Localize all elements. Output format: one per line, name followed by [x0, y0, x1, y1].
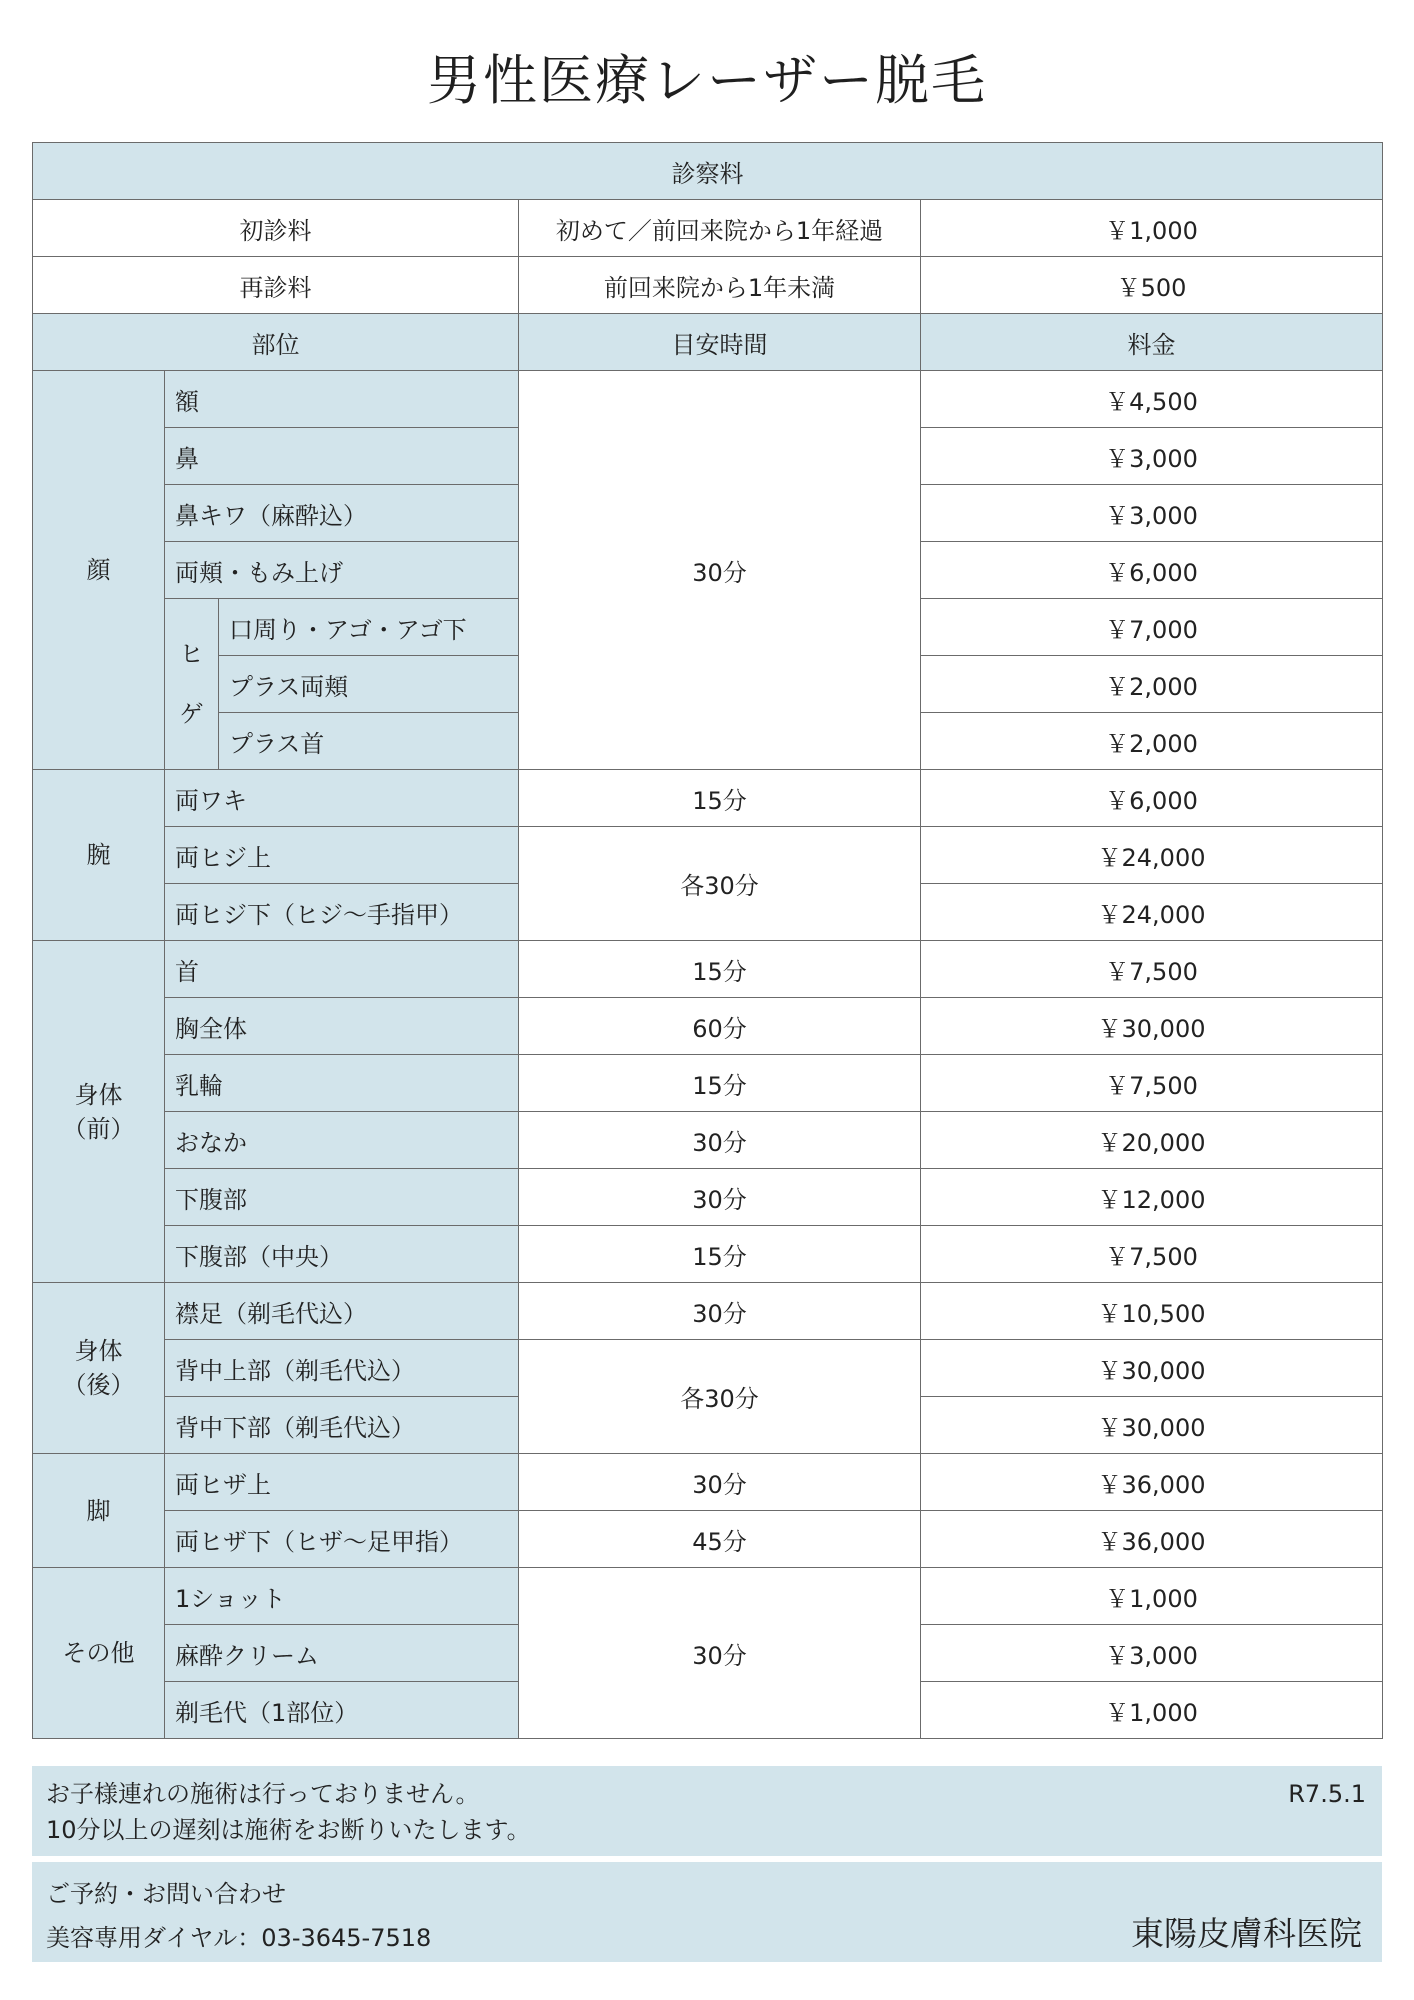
contact-box — [32, 1862, 1382, 1962]
part-name: 背中下部（剃毛代込） — [165, 1397, 519, 1454]
category-body-back-line2: （後） — [62, 1371, 135, 1399]
column-header-part: 部位 — [33, 314, 519, 371]
part-price: ￥24,000 — [921, 827, 1383, 884]
part-name: 首 — [165, 941, 519, 998]
part-name: 両ヒザ上 — [165, 1454, 519, 1511]
category-body-back-line1: 身体 — [74, 1337, 123, 1365]
part-price: ￥1,000 — [921, 1568, 1383, 1625]
part-name: 両頬・もみ上げ — [165, 542, 519, 599]
page-title: 男性医療レーザー脱毛 — [427, 49, 987, 112]
category-body-front-line1: 身体 — [74, 1080, 123, 1109]
category-body-front — [33, 941, 165, 1283]
part-price: ￥24,000 — [921, 884, 1383, 941]
part-price: ￥10,500 — [921, 1283, 1383, 1340]
part-price: ￥3,000 — [921, 428, 1383, 485]
price-table — [32, 142, 1383, 1739]
beard-label-top: ヒ — [179, 640, 204, 668]
first-visit-label: 初診料 — [33, 200, 519, 257]
contact-heading: ご予約・お問い合わせ — [46, 1880, 286, 1908]
category-body-back — [33, 1283, 165, 1454]
part-time: 各30分 — [519, 1340, 921, 1454]
part-name: 両ヒザ下（ヒザ～足甲指） — [165, 1511, 519, 1568]
repeat-visit-label: 再診料 — [33, 257, 519, 314]
face-time: 30分 — [519, 371, 921, 770]
table-row — [33, 200, 1383, 257]
part-price: ￥7,500 — [921, 941, 1383, 998]
table-row — [33, 1454, 1383, 1511]
part-name: プラス首 — [219, 713, 519, 770]
part-name: 麻酔クリーム — [165, 1625, 519, 1682]
part-name: 下腹部 — [165, 1169, 519, 1226]
repeat-visit-price: ￥500 — [921, 257, 1383, 314]
part-time: 30分 — [519, 1169, 921, 1226]
repeat-visit-condition: 前回来院から1年未満 — [519, 257, 921, 314]
part-time: 15分 — [519, 1226, 921, 1283]
part-name: 下腹部（中央） — [165, 1226, 519, 1283]
part-price: ￥2,000 — [921, 713, 1383, 770]
beard-label-bottom: ゲ — [179, 700, 204, 728]
part-price: ￥3,000 — [921, 1625, 1383, 1682]
table-row — [33, 1511, 1383, 1568]
table-row — [33, 1568, 1383, 1625]
part-price: ￥36,000 — [921, 1454, 1383, 1511]
part-name: 鼻 — [165, 428, 519, 485]
table-row — [33, 1169, 1383, 1226]
part-name: 口周り・アゴ・アゴ下 — [219, 599, 519, 656]
table-row — [33, 1226, 1383, 1283]
column-header-row — [33, 314, 1383, 371]
part-time: 30分 — [519, 1454, 921, 1511]
column-header-time: 目安時間 — [519, 314, 921, 371]
column-header-price: 料金 — [921, 314, 1383, 371]
part-name: 両ヒジ上 — [165, 827, 519, 884]
part-price: ￥7,000 — [921, 599, 1383, 656]
category-other: その他 — [33, 1568, 165, 1739]
part-time: 15分 — [519, 1055, 921, 1112]
part-time: 15分 — [519, 770, 921, 827]
category-body-front-line2: （前） — [62, 1114, 135, 1143]
beard-label — [165, 599, 219, 770]
table-row — [33, 371, 1383, 428]
part-name: 剃毛代（1部位） — [165, 1682, 519, 1739]
part-price: ￥7,500 — [921, 1055, 1383, 1112]
part-name: 乳輪 — [165, 1055, 519, 1112]
part-price: ￥3,000 — [921, 485, 1383, 542]
category-leg: 脚 — [33, 1454, 165, 1568]
part-name: 襟足（剃毛代込） — [165, 1283, 519, 1340]
consult-header-row — [33, 143, 1383, 200]
category-face: 顔 — [33, 371, 165, 770]
category-arm: 腕 — [33, 770, 165, 941]
part-price: ￥7,500 — [921, 1226, 1383, 1283]
part-name: 両ワキ — [165, 770, 519, 827]
part-name: 胸全体 — [165, 998, 519, 1055]
part-time: 30分 — [519, 1283, 921, 1340]
part-name: プラス両頬 — [219, 656, 519, 713]
part-price: ￥1,000 — [921, 1682, 1383, 1739]
notice-line-1: お子様連れの施術は行っておりません。 — [46, 1780, 480, 1808]
part-price: ￥30,000 — [921, 1340, 1383, 1397]
part-time: 各30分 — [519, 827, 921, 941]
part-time: 30分 — [519, 1112, 921, 1169]
consult-header: 診察料 — [33, 143, 1383, 200]
version-label: R7.5.1 — [1288, 1780, 1366, 1808]
notice-box — [32, 1766, 1382, 1856]
part-name: 背中上部（剃毛代込） — [165, 1340, 519, 1397]
contact-phone: 美容専用ダイヤル：03-3645-7518 — [46, 1924, 432, 1952]
part-time: 15分 — [519, 941, 921, 998]
table-row — [33, 941, 1383, 998]
table-row — [33, 1340, 1383, 1397]
part-price: ￥30,000 — [921, 1397, 1383, 1454]
table-row — [33, 998, 1383, 1055]
clinic-name: 東陽皮膚科医院 — [1131, 1914, 1362, 1953]
part-name: 額 — [165, 371, 519, 428]
part-price: ￥6,000 — [921, 770, 1383, 827]
table-row — [33, 827, 1383, 884]
part-time: 30分 — [519, 1568, 921, 1739]
part-price: ￥20,000 — [921, 1112, 1383, 1169]
part-price: ￥12,000 — [921, 1169, 1383, 1226]
part-price: ￥2,000 — [921, 656, 1383, 713]
part-name: おなか — [165, 1112, 519, 1169]
part-price: ￥36,000 — [921, 1511, 1383, 1568]
table-row — [33, 1112, 1383, 1169]
part-name: 1ショット — [165, 1568, 519, 1625]
first-visit-price: ￥1,000 — [921, 200, 1383, 257]
table-row — [33, 1283, 1383, 1340]
part-time: 45分 — [519, 1511, 921, 1568]
table-row — [33, 257, 1383, 314]
part-time: 60分 — [519, 998, 921, 1055]
part-price: ￥6,000 — [921, 542, 1383, 599]
part-name: 鼻キワ（麻酔込） — [165, 485, 519, 542]
first-visit-condition: 初めて／前回来院から1年経過 — [519, 200, 921, 257]
table-row — [33, 1055, 1383, 1112]
part-name: 両ヒジ下（ヒジ～手指甲） — [165, 884, 519, 941]
notice-line-2: 10分以上の遅刻は施術をお断りいたします。 — [46, 1816, 531, 1844]
part-price: ￥4,500 — [921, 371, 1383, 428]
table-row — [33, 770, 1383, 827]
part-price: ￥30,000 — [921, 998, 1383, 1055]
